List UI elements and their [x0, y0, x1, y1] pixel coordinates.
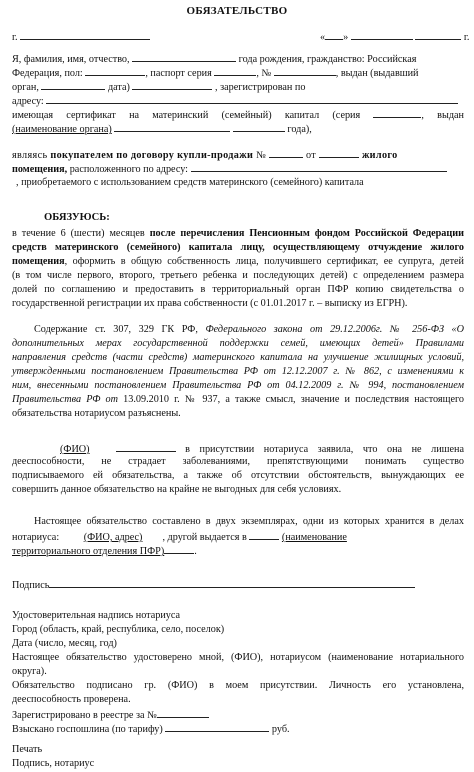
cert-notary-signature: Подпись, нотариус [12, 758, 95, 769]
label-sex: Федерация, пол: [12, 68, 83, 79]
cert-line-2 [12, 624, 464, 637]
person-line-9 [12, 176, 464, 190]
copies-blank [249, 530, 279, 540]
copies-line-3 [12, 544, 464, 559]
cert-rub: руб. [271, 724, 290, 735]
person-line-4 [12, 94, 464, 109]
signature-label: Подпись [12, 580, 50, 591]
copies-text: Настоящее обязательство составлено в двух экземплярах, одни из которых хранится в делах [34, 516, 464, 527]
sex-blank [85, 66, 145, 76]
content-line-6 [12, 394, 464, 407]
notary-text: в присутствии нотариуса заявила, что она не лишена [185, 444, 465, 455]
label-organ-name: (наименование органа) [12, 124, 112, 135]
cert-heading: Удостоверительная надпись нотариуса [12, 610, 181, 621]
oblige-line-1 [12, 228, 464, 241]
content-line-4 [12, 366, 464, 379]
contract-date-blank [319, 148, 359, 158]
oblige-bold: помещения [12, 256, 65, 267]
content-italic: дополнительных мерах государственной поддержки семей, имеющих детей» Правилами [12, 338, 464, 349]
label-number: , № [256, 68, 272, 79]
person-line-8 [12, 162, 464, 177]
registry-blank [157, 708, 209, 718]
label-buyer: покупателем по договору купли-продажи [50, 150, 254, 161]
cert-seal: Печать [12, 744, 43, 755]
copies-line-2 [12, 530, 464, 545]
copies-line-1 [12, 516, 464, 529]
cert-line-3 [12, 638, 464, 651]
signature-line [12, 578, 464, 593]
oblige-heading: ОБЯЗУЮСЬ: [44, 212, 110, 223]
oblige-text: долей по соглашению и предоставить в территориальный орган ПФР копию свидетельства о [12, 284, 464, 295]
cert-series-blank [373, 108, 421, 118]
person-label-fio: Я, фамилия, имя, отчество, [12, 54, 130, 65]
notary-line-2 [12, 456, 464, 469]
date-suffix: г. [463, 32, 470, 43]
notary-text: дееспособности, не страдает заболеваниями, препятствующими понимать существо [12, 456, 464, 467]
copies-label-other: , другой выдается в [162, 532, 247, 543]
address-blank [46, 94, 458, 104]
content-text: Содержание ст. 307, 329 ГК РФ, [34, 324, 206, 335]
oblige-text: , оформить в общую собственность лица, получившего сертификат, ее супруга, детей [64, 256, 464, 267]
signature-blank [49, 578, 415, 588]
person-line-7 [12, 148, 464, 163]
notary-line-3 [12, 470, 464, 483]
day-blank [325, 30, 343, 40]
issue-date-blank [132, 80, 212, 90]
content-text: обязательства нотариусом разъяснены. [12, 408, 181, 419]
document-title: ОБЯЗАТЕЛЬСТВО [186, 5, 288, 17]
copies-pfr-name: (наименование [281, 532, 347, 543]
passport-number-blank [274, 66, 336, 76]
city-blank [20, 30, 150, 40]
content-line-2 [12, 338, 464, 351]
label-being: являясь [12, 150, 48, 161]
organ-name-blank [114, 122, 230, 132]
label-residential: жилого [361, 150, 398, 161]
person-line-5 [12, 108, 464, 123]
cert-line-5 [12, 666, 464, 679]
label-year: года), [287, 124, 312, 135]
organ-blank [41, 80, 105, 90]
notary-line-1 [12, 442, 464, 457]
cert-line-1 [12, 610, 464, 623]
label-date: дата) [107, 82, 130, 93]
premises-address-blank [191, 162, 447, 172]
notary-text: совершить данное обязательство на крайне не выгодных для себя условиях. [12, 484, 342, 495]
cert-line-7 [12, 694, 464, 707]
contract-number-blank [269, 148, 303, 158]
label-passport: , паспорт серия [145, 68, 212, 79]
content-line-1 [12, 324, 464, 337]
person-line-3 [12, 80, 464, 95]
cert-line-8 [12, 708, 464, 723]
header-line [12, 30, 470, 45]
cert-line-6 [12, 680, 464, 693]
year-blank [415, 30, 461, 40]
content-line-5 [12, 380, 464, 393]
notary-fio-tail [116, 442, 176, 452]
fio-blank [132, 52, 236, 62]
copies-label-notary: нотариуса: [12, 532, 60, 543]
label-acquired: , приобретаемого с использованием средств материнского (семейного) капитала [16, 177, 364, 188]
oblige-text: государственной регистрации их права собственности (с 01.01.2017 г. – выписку из ЕГРН). [12, 298, 408, 309]
oblige-line-4 [12, 270, 464, 283]
label-contract-from: от [306, 150, 317, 161]
copies-pfr-department: территориального отделения ПФР) [12, 546, 165, 557]
date-close-quote: » [343, 32, 349, 43]
cert-date-blank [233, 122, 285, 132]
person-line-2 [12, 66, 464, 81]
cert-line-10 [12, 744, 464, 757]
content-italic: ним, внесенными постановлением Правительства РФ от 04.12.2009 г. № 994, постановлением [12, 380, 464, 391]
label-registered: , зарегистрирован по [215, 82, 306, 93]
oblige-bold: средств материнского (семейного) капитала лицу, осуществляющему отчуждение жилого [12, 242, 464, 253]
content-italic: направления средств (части средств) материнского капитала на улучшение жилищных условий, [12, 352, 464, 363]
content-line-3 [12, 352, 464, 365]
label-cert-issued: , выдан [421, 110, 464, 121]
person-line-6 [12, 122, 464, 137]
oblige-text: (в том числе первого, второго, третьего ребенка и последующих детей) с определением размера [12, 270, 464, 281]
notary-text: подписываемого ей обязательства, а также об отсутствии обстоятельств, вынуждающих ее [12, 470, 464, 481]
oblige-line-6 [12, 298, 464, 311]
label-contract-number: № [256, 150, 267, 161]
cert-capacity: дееспособность проверена. [12, 694, 131, 705]
oblige-text: в течение 6 (шести) месяцев [12, 228, 150, 239]
copies-fio-address: (ФИО, адрес) [83, 532, 143, 543]
copies-period: . [194, 546, 197, 557]
date-open-quote: « [320, 32, 326, 43]
label-address: адресу: [12, 96, 44, 107]
passport-series-blank [214, 66, 256, 76]
content-italic: Федерального закона от 29.12.2006г. № 256-ФЗ «О [205, 324, 465, 335]
label-issued: , выдан (выдавший [335, 68, 419, 79]
cert-line-11 [12, 758, 464, 771]
cert-certified: Настоящее обязательство удостоверено мной, (ФИО), нотариусом (наименование нотариального [12, 652, 464, 663]
notary-fio-blank: (ФИО) [60, 444, 90, 455]
label-premises: помещения, [12, 164, 68, 175]
label-certificate: имеющая сертификат на материнский (семейный) капитал (серия [12, 110, 361, 121]
notary-line-4 [12, 484, 464, 497]
city-prefix: г. [12, 32, 18, 43]
cert-date: Дата (число, месяц, год) [12, 638, 117, 649]
cert-line-4 [12, 652, 464, 665]
cert-city: Город (область, край, республика, село, поселок) [12, 624, 225, 635]
fee-blank [165, 722, 269, 732]
oblige-bold: после перечисления Пенсионным фондом Российской Федерации [149, 228, 464, 239]
cert-line-9 [12, 722, 464, 737]
content-line-7 [12, 408, 464, 421]
person-label-birth: года рождения, гражданство: Российская [238, 54, 417, 65]
oblige-line-2 [12, 242, 464, 255]
oblige-line-3 [12, 256, 464, 269]
content-text: 13.09.2010 г. № 937, а также смысл, значение и последствия настоящего [123, 394, 464, 405]
oblige-line-5 [12, 284, 464, 297]
cert-signed: Обязательство подписано гр. (ФИО) в моем присутствии. Личность его установлена, [12, 680, 464, 691]
content-italic: утвержденными постановлением Правительства РФ от 12.12.2007 г. № 862, с изменениями к [12, 366, 464, 377]
label-organ: орган, [12, 82, 39, 93]
person-line-1 [12, 52, 464, 67]
copies-pfr-tail [164, 544, 194, 554]
cert-district: округа). [12, 666, 47, 677]
cert-fee: Взыскано госпошлина (по тарифу) [12, 724, 163, 735]
month-blank [351, 30, 413, 40]
cert-registry: Зарегистрировано в реестре за № [12, 710, 157, 721]
label-located: расположенного по адресу: [69, 164, 189, 175]
content-italic: Правительства РФ от [12, 394, 124, 405]
